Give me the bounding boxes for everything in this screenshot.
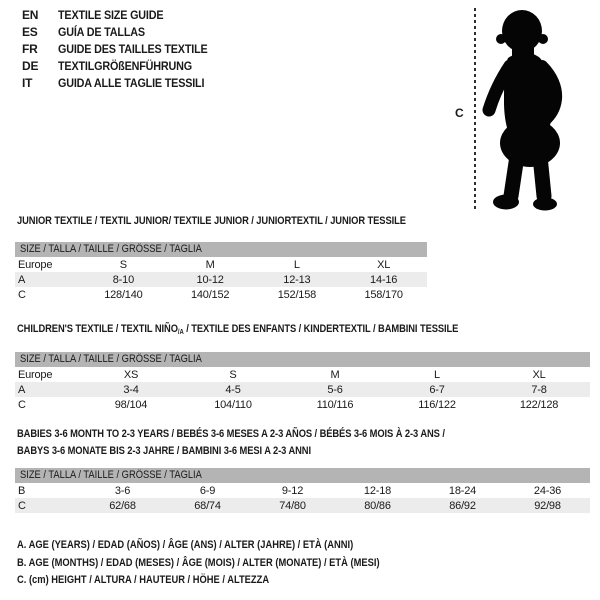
- title-part: / TEXTILE DES ENFANTS / KINDERTEXTIL / BAMBINI TESSILE: [183, 323, 459, 335]
- row-label: Europe: [18, 368, 53, 381]
- language-title: GUÍA DE TALLAS: [58, 25, 145, 39]
- row-label: A: [18, 383, 26, 396]
- height-measure-dashed-line: [474, 8, 476, 210]
- title-subscript: /A: [177, 329, 184, 336]
- note-text: C. (cm) HEIGHT / ALTURA / HAUTEUR / HÖHE / ALTEZZA: [17, 574, 270, 586]
- childrens-size-table: [15, 367, 590, 412]
- childrens-section-title: [15, 321, 590, 341]
- childrens-section-title-text: [17, 321, 458, 341]
- table-row-height: [15, 397, 590, 412]
- size-cell: 128/140: [104, 288, 143, 301]
- childrens-textile-section: [15, 321, 590, 412]
- size-cell: M: [330, 368, 340, 381]
- row-label: B: [18, 484, 26, 497]
- size-cell: 122/128: [519, 398, 559, 411]
- size-cell: XS: [123, 368, 139, 381]
- size-cell: 3-6: [114, 484, 131, 497]
- size-cell: 5-6: [327, 383, 343, 396]
- language-code: IT: [22, 76, 33, 90]
- table-row-height: [15, 498, 590, 513]
- size-cell: 18-24: [448, 484, 477, 497]
- table-row-age: [15, 382, 590, 397]
- language-code: FR: [22, 42, 38, 56]
- size-cell: 98/104: [114, 398, 148, 411]
- row-label: C: [18, 398, 26, 411]
- size-cell: 110/116: [316, 398, 354, 411]
- size-cell: 10-12: [196, 273, 224, 286]
- size-cell: 12-18: [363, 484, 392, 497]
- language-row-es: [22, 24, 224, 41]
- size-cell: 62/68: [109, 499, 136, 512]
- toddler-silhouette: [482, 6, 577, 211]
- size-cell: XL: [377, 258, 391, 271]
- size-cell: XL: [532, 368, 546, 381]
- size-cell: 9-12: [281, 484, 304, 497]
- note-height-cm: [17, 572, 444, 590]
- language-row-fr: [22, 41, 224, 58]
- row-label: C: [18, 288, 26, 301]
- language-code: EN: [22, 8, 39, 22]
- table-row-age-months: [15, 483, 590, 498]
- table-row-europe: [15, 257, 427, 272]
- note-age-months: [17, 555, 444, 573]
- size-cell: 92/98: [534, 499, 561, 512]
- size-cell: 116/122: [418, 398, 456, 411]
- height-measure-label: C: [455, 106, 464, 120]
- size-cell: 140/152: [190, 288, 230, 301]
- size-cell: 12-13: [283, 273, 311, 286]
- size-header-text: SIZE / TALLA / TAILLE / GRÖSSE / TAGLIA: [20, 469, 202, 481]
- size-cell: L: [434, 368, 440, 381]
- size-cell: 152/158: [277, 288, 317, 301]
- junior-textile-section: [15, 213, 427, 302]
- size-cell: M: [205, 258, 215, 271]
- table-row-europe: [15, 367, 590, 382]
- size-cell: 3-4: [123, 383, 139, 396]
- size-cell: 80/86: [364, 499, 391, 512]
- junior-section-title-text: JUNIOR TEXTILE / TEXTIL JUNIOR/ TEXTILE JUNIOR / JUNIORTEXTIL / JUNIOR TESSILE: [17, 215, 406, 227]
- title-part: CHILDREN'S TEXTILE / TEXTIL NIÑO: [17, 323, 178, 335]
- language-title: TEXTILGRÖßENFÜHRUNG: [58, 59, 192, 73]
- language-title: GUIDE DES TAILLES TEXTILE: [58, 42, 208, 56]
- babies-section-title: [15, 426, 590, 459]
- size-cell: 14-16: [370, 273, 398, 286]
- size-cell: 158/170: [364, 288, 403, 301]
- size-cell: L: [293, 258, 300, 271]
- size-header-bar: [15, 352, 590, 367]
- babies-title-line1: BABIES 3-6 MONTH TO 2-3 YEARS / BEBÉS 3-6 MESES A 2-3 AÑOS / BÉBÉS 3-6 MOIS À 2-3 ANS /: [17, 428, 445, 440]
- size-header-bar: [15, 468, 590, 483]
- size-cell: 24-36: [533, 484, 562, 497]
- size-header-bar: [15, 242, 427, 257]
- junior-section-title: [15, 213, 427, 229]
- size-cell: 74/80: [279, 499, 306, 512]
- language-title-list: [22, 7, 224, 92]
- language-code: ES: [22, 25, 38, 39]
- row-label: Europe: [18, 258, 53, 271]
- language-row-en: [22, 7, 224, 24]
- size-cell: 7-8: [531, 383, 547, 396]
- language-title: TEXTILE SIZE GUIDE: [58, 8, 164, 22]
- language-code: DE: [22, 59, 39, 73]
- size-cell: 68/74: [194, 499, 221, 512]
- size-cell: 6-9: [199, 484, 216, 497]
- babies-size-table: [15, 483, 590, 513]
- size-cell: S: [229, 368, 237, 381]
- note-text: B. AGE (MONTHS) / EDAD (MESES) / ÂGE (MOIS) / ALTER (MONATE) / ETÀ (MESI): [17, 556, 380, 569]
- legend-notes: [17, 537, 444, 590]
- size-cell: 6-7: [429, 383, 445, 396]
- size-cell: S: [119, 258, 127, 271]
- size-cell: 86/92: [449, 499, 476, 512]
- babies-textile-section: [15, 426, 590, 513]
- size-cell: 104/110: [214, 398, 252, 411]
- babies-title-line2: BABYS 3-6 MONATE BIS 2-3 JAHRE / BAMBINI 3-6 MESI A 2-3 ANNI: [17, 444, 311, 457]
- language-title: GUIDA ALLE TAGLIE TESSILI: [58, 76, 205, 90]
- row-label: C: [18, 499, 26, 512]
- table-row-height: [15, 287, 427, 302]
- size-cell: 4-5: [225, 383, 241, 396]
- note-age-years: [17, 537, 444, 555]
- table-row-age: [15, 272, 427, 287]
- size-header-text: SIZE / TALLA / TAILLE / GRÖSSE / TAGLIA: [20, 243, 202, 255]
- size-cell: 8-10: [112, 273, 134, 286]
- language-row-it: [22, 75, 224, 92]
- note-text: A. AGE (YEARS) / EDAD (AÑOS) / ÂGE (ANS) / ALTER (JAHRE) / ETÀ (ANNI): [17, 539, 354, 551]
- size-header-text: SIZE / TALLA / TAILLE / GRÖSSE / TAGLIA: [20, 353, 202, 365]
- row-label: A: [18, 273, 26, 286]
- language-row-de: [22, 58, 224, 75]
- junior-size-table: [15, 257, 427, 302]
